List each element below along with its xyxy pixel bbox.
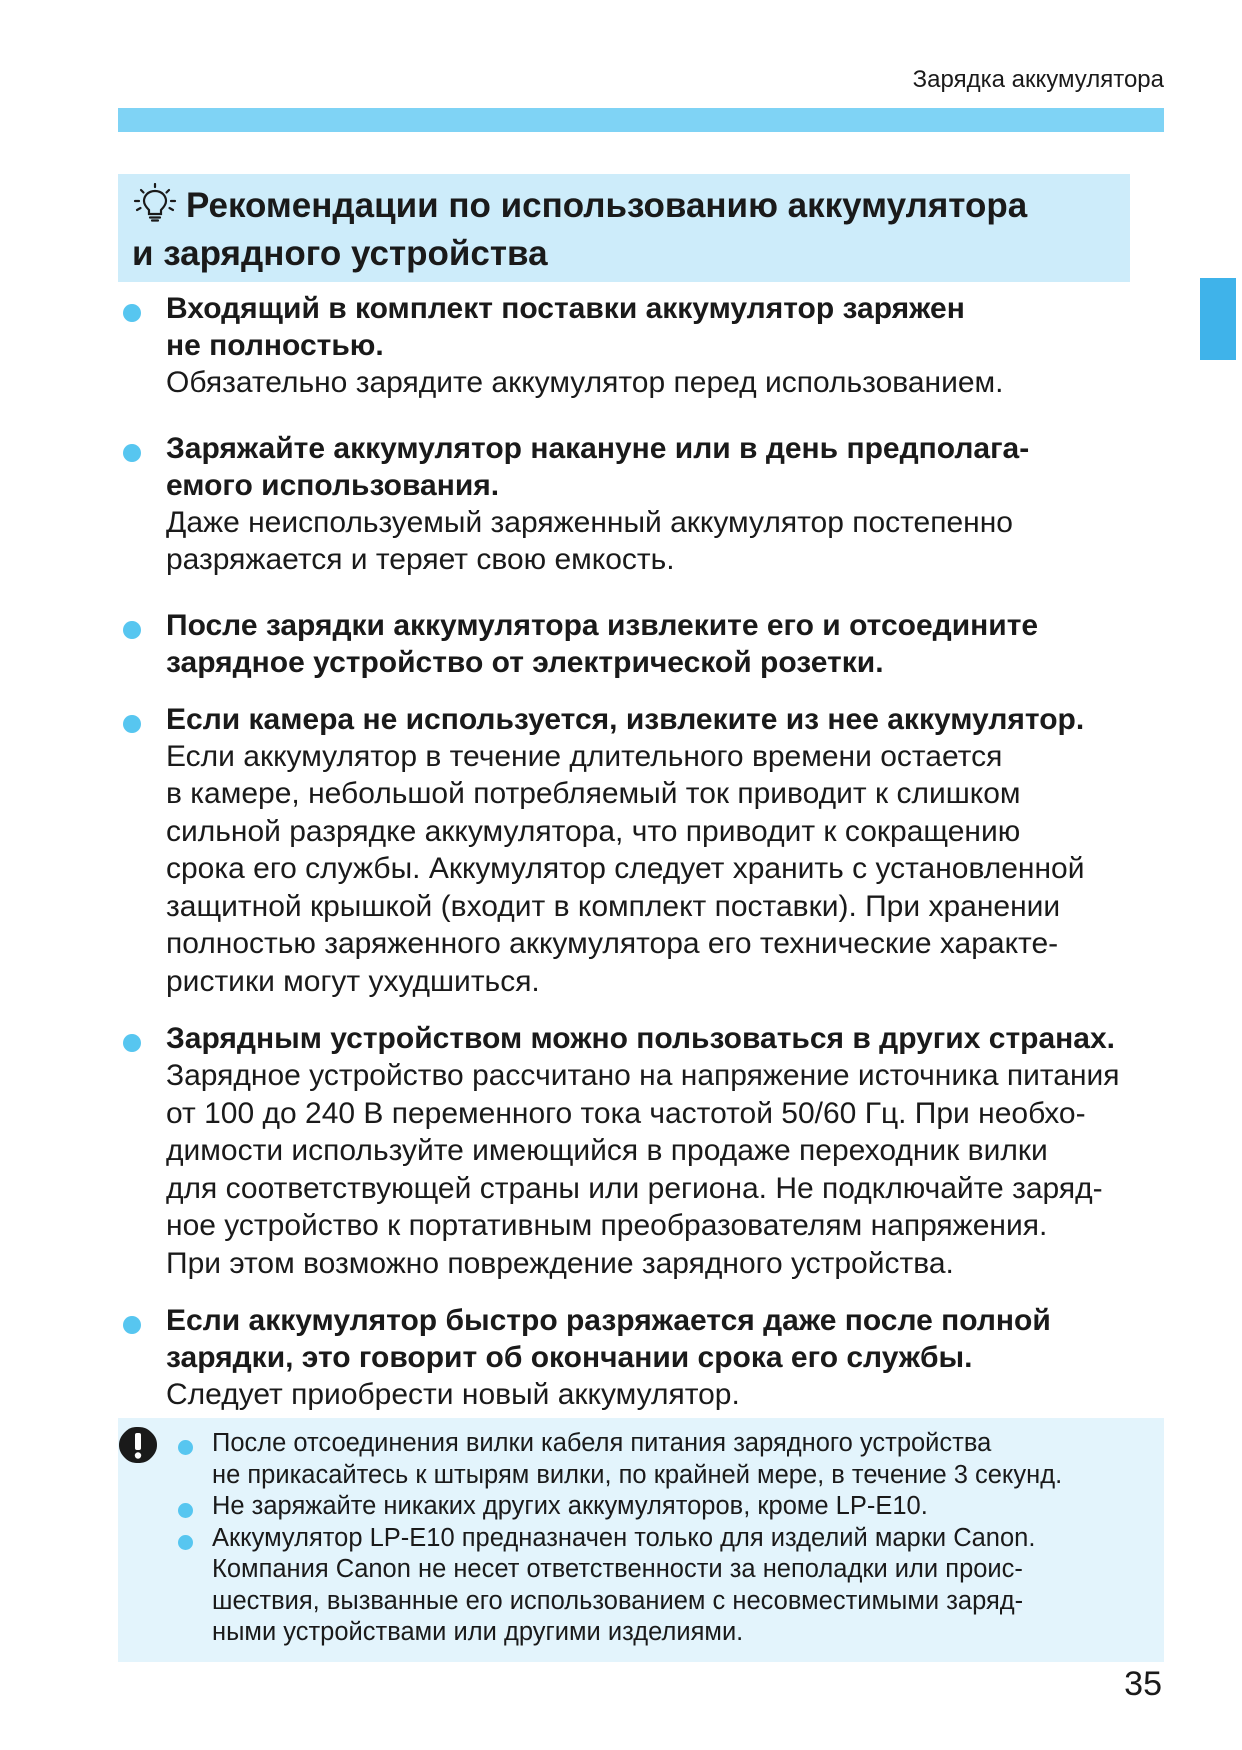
caution-text: Аккумулятор LP-E10 предназначен только для изделий марки Canon. Компания Canon не несет ответственности за неполадки или проис- шествия, вызванные его использованием с несовместимыми заряд- ными устройствами или другими изделиями. xyxy=(212,1523,1036,1646)
bullet-icon xyxy=(178,1440,193,1455)
tip-heading xyxy=(132,182,1112,278)
bullet-icon xyxy=(123,444,141,462)
recommendation-list xyxy=(120,290,1190,1434)
bullet-icon xyxy=(123,1316,141,1334)
item-title: Зарядным устройством можно пользоваться в других странах. xyxy=(166,1022,1115,1055)
caution-icon xyxy=(118,1426,158,1464)
item-title: Если аккумулятор быстро разряжается даже после полной зарядки, это говорит об окончании срока его службы. xyxy=(166,1304,1051,1374)
bullet-icon xyxy=(123,1034,141,1052)
caution-list xyxy=(178,1428,1158,1649)
bullet-icon xyxy=(178,1503,193,1518)
item-body: Если аккумулятор в течение длительного времени остается в камере, небольшой потребляемый ток приводит к слишком сильной разрядке аккумулятора, что приводит к сокращению срока его службы. Аккумулятор следует хранить с установленной защитной крышкой (входит в комплект поставки). При хранении полностью заряженного аккумулятора его технические характе- ристики могут ухудшиться. xyxy=(166,739,1085,998)
bullet-icon xyxy=(178,1535,193,1550)
list-item xyxy=(120,1020,1190,1282)
running-title: Зарядка аккумулятора xyxy=(912,66,1164,93)
item-body: Следует приобрести новый аккумулятор. xyxy=(166,1378,740,1411)
list-item xyxy=(120,1302,1190,1414)
bullet-icon xyxy=(123,621,141,639)
item-body: Даже неиспользуемый заряженный аккумулятор постепенно разряжается и теряет свою емкость. xyxy=(166,505,1013,576)
caution-text: Не заряжайте никаких других аккумуляторов, кроме LP-E10. xyxy=(212,1492,928,1520)
item-body: Обязательно зарядите аккумулятор перед использованием. xyxy=(166,366,1004,399)
caution-item xyxy=(178,1428,1158,1491)
list-item xyxy=(120,430,1190,579)
item-body: Зарядное устройство рассчитано на напряжение источника питания от 100 до 240 В переменного тока частотой 50/60 Гц. При необхо- димости используйте имеющийся в продаже переходник вилки для соответствующей страны или региона. Не подключайте заряд- ное устройство к портативным преобразователям напряжения. При этом возможно повреждение зарядного устройства. xyxy=(166,1059,1120,1280)
list-item xyxy=(120,290,1190,402)
chapter-tab xyxy=(1200,278,1236,360)
bullet-icon xyxy=(123,715,141,733)
bullet-icon xyxy=(123,304,141,322)
lightbulb-icon xyxy=(132,183,178,223)
header-accent-bar xyxy=(118,108,1164,132)
item-title: После зарядки аккумулятора извлеките его и отсоедините зарядное устройство от электрической розетки. xyxy=(166,608,1039,679)
caution-item xyxy=(178,1491,1158,1523)
tip-heading-text: Рекомендации по использованию аккумулятора и зарядного устройства xyxy=(132,186,1028,273)
page-number: 35 xyxy=(1124,1665,1162,1703)
list-item xyxy=(120,607,1190,681)
item-title: Входящий в комплект поставки аккумулятор заряжен не полностью. xyxy=(166,292,965,362)
caution-text: После отсоединения вилки кабеля питания зарядного устройства не прикасайтесь к штырям вилки, по крайней мере, в течение 3 секунд. xyxy=(212,1429,1063,1489)
caution-item xyxy=(178,1523,1158,1649)
tip-heading-box xyxy=(118,174,1130,282)
item-title: Если камера не используется, извлеките из нее аккумулятор. xyxy=(166,702,1085,736)
list-item xyxy=(120,701,1190,1001)
caution-box xyxy=(118,1418,1164,1662)
item-title: Заряжайте аккумулятор накануне или в день предполага- емого использования. xyxy=(166,431,1030,502)
